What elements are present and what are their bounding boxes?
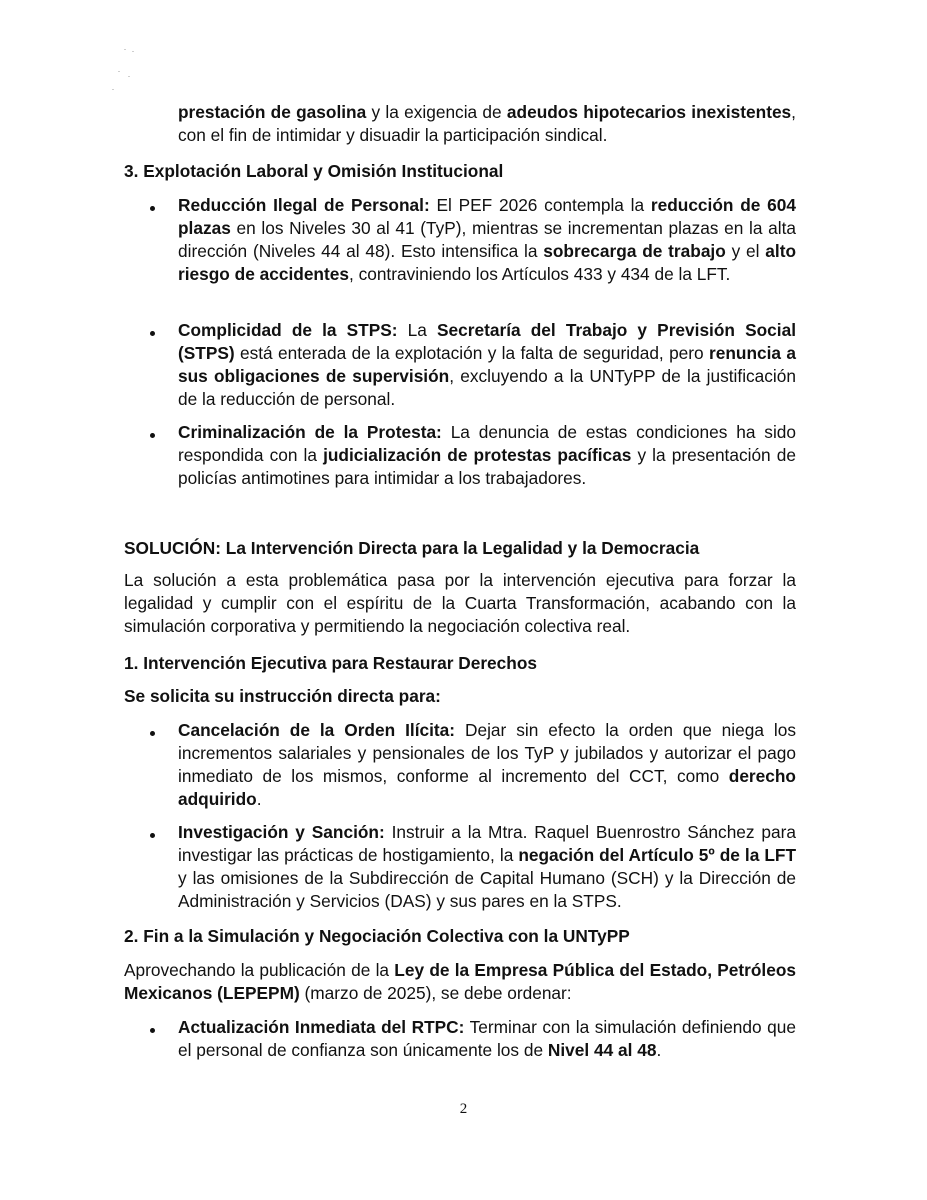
list-item: Reducción Ilegal de Personal: El PEF 2026 contempla la reducción de 604 plazas en los Niveles 30 al 41 (TyP), mientras se incrementan plazas en la alta dirección (Niveles 44 al 48). Esto intensifica la sobrecarga de trabajo y el alto riesgo de accidentes, contraviniendo los Artículos 433 y 434 de la LFT. [178, 195, 797, 284]
item-label: Actualización Inmediata del RTPC: [178, 1017, 465, 1037]
bullet-icon [150, 206, 155, 211]
bullet-icon [150, 1028, 155, 1033]
list-item: Investigación y Sanción: Instruir a la Mtra. Raquel Buenrostro Sánchez para investigar las prácticas de hostigamiento, la negación del Artículo 5º de la LFT y las omisiones de la Subdirección de Capital Humano (SCH) y la Dirección de Administración y Servicios (DAS) y sus pares en la STPS. [178, 822, 796, 911]
page-number: 2 [459, 1101, 468, 1117]
section-2-paragraph: Aprovechando la publicación de la Ley de la Empresa Pública del Estado, Petróleos Mexicanos (LEPEPM) (marzo de 2025), se debe ordenar: [124, 960, 797, 1003]
bullet-icon [150, 331, 155, 336]
item-label: Reducción Ilegal de Personal: [178, 195, 430, 215]
solucion-heading: SOLUCIÓN: La Intervención Directa para la Legalidad y la Democracia [124, 538, 700, 558]
intro-paragraph: prestación de gasolina y la exigencia de adeudos hipotecarios inexistentes, con el fin de intimidar y disuadir la participación sindical. [178, 102, 796, 145]
item-label: Investigación y Sanción: [178, 822, 385, 842]
item-label: Complicidad de la STPS: [178, 320, 398, 340]
solucion-paragraph: La solución a esta problemática pasa por la intervención ejecutiva para forzar la legalidad y cumplir con el espíritu de la Cuarta Transformación, acabando con la simulación corporativa y permitiendo la negociación colectiva real. [124, 570, 796, 636]
request-subheading: Se solicita su instrucción directa para: [124, 686, 441, 706]
bullet-icon [150, 833, 155, 838]
section-1-heading: 1. Intervención Ejecutiva para Restaurar Derechos [124, 653, 538, 673]
list-item: Complicidad de la STPS: La Secretaría del Trabajo y Previsión Social (STPS) está enterada de la explotación y la falta de seguridad, pero renuncia a sus obligaciones de supervisión, excluyendo a la UNTyPP de la justificación de la reducción de personal. [178, 320, 796, 409]
bullet-icon [150, 731, 155, 736]
item-label: Cancelación de la Orden Ilícita: [178, 720, 456, 740]
list-item: Cancelación de la Orden Ilícita: Dejar sin efecto la orden que niega los incrementos salariales y pensionales de los TyP y jubilados y autorizar el pago inmediato de los mismos, conforme al incremento del CCT, como derecho adquirido. [178, 720, 797, 809]
bold-text: adeudos hipotecarios inexistentes [506, 102, 792, 122]
bold-text: prestación de gasolina [178, 102, 367, 122]
section-3-heading: 3. Explotación Laboral y Omisión Institucional [124, 161, 504, 181]
list-item: Actualización Inmediata del RTPC: Terminar con la simulación definiendo que el personal de confianza son únicamente los de Nivel 44 al 48. [178, 1017, 796, 1060]
scan-specks [110, 45, 150, 95]
list-item: Criminalización de la Protesta: La denuncia de estas condiciones ha sido respondida con la judicialización de protestas pacíficas y la presentación de policías antimotines para intimidar a los trabajadores. [178, 422, 797, 488]
item-label: Criminalización de la Protesta: [178, 422, 442, 442]
bullet-icon [150, 433, 155, 438]
section-2-heading: 2. Fin a la Simulación y Negociación Colectiva con la UNTyPP [124, 926, 630, 946]
